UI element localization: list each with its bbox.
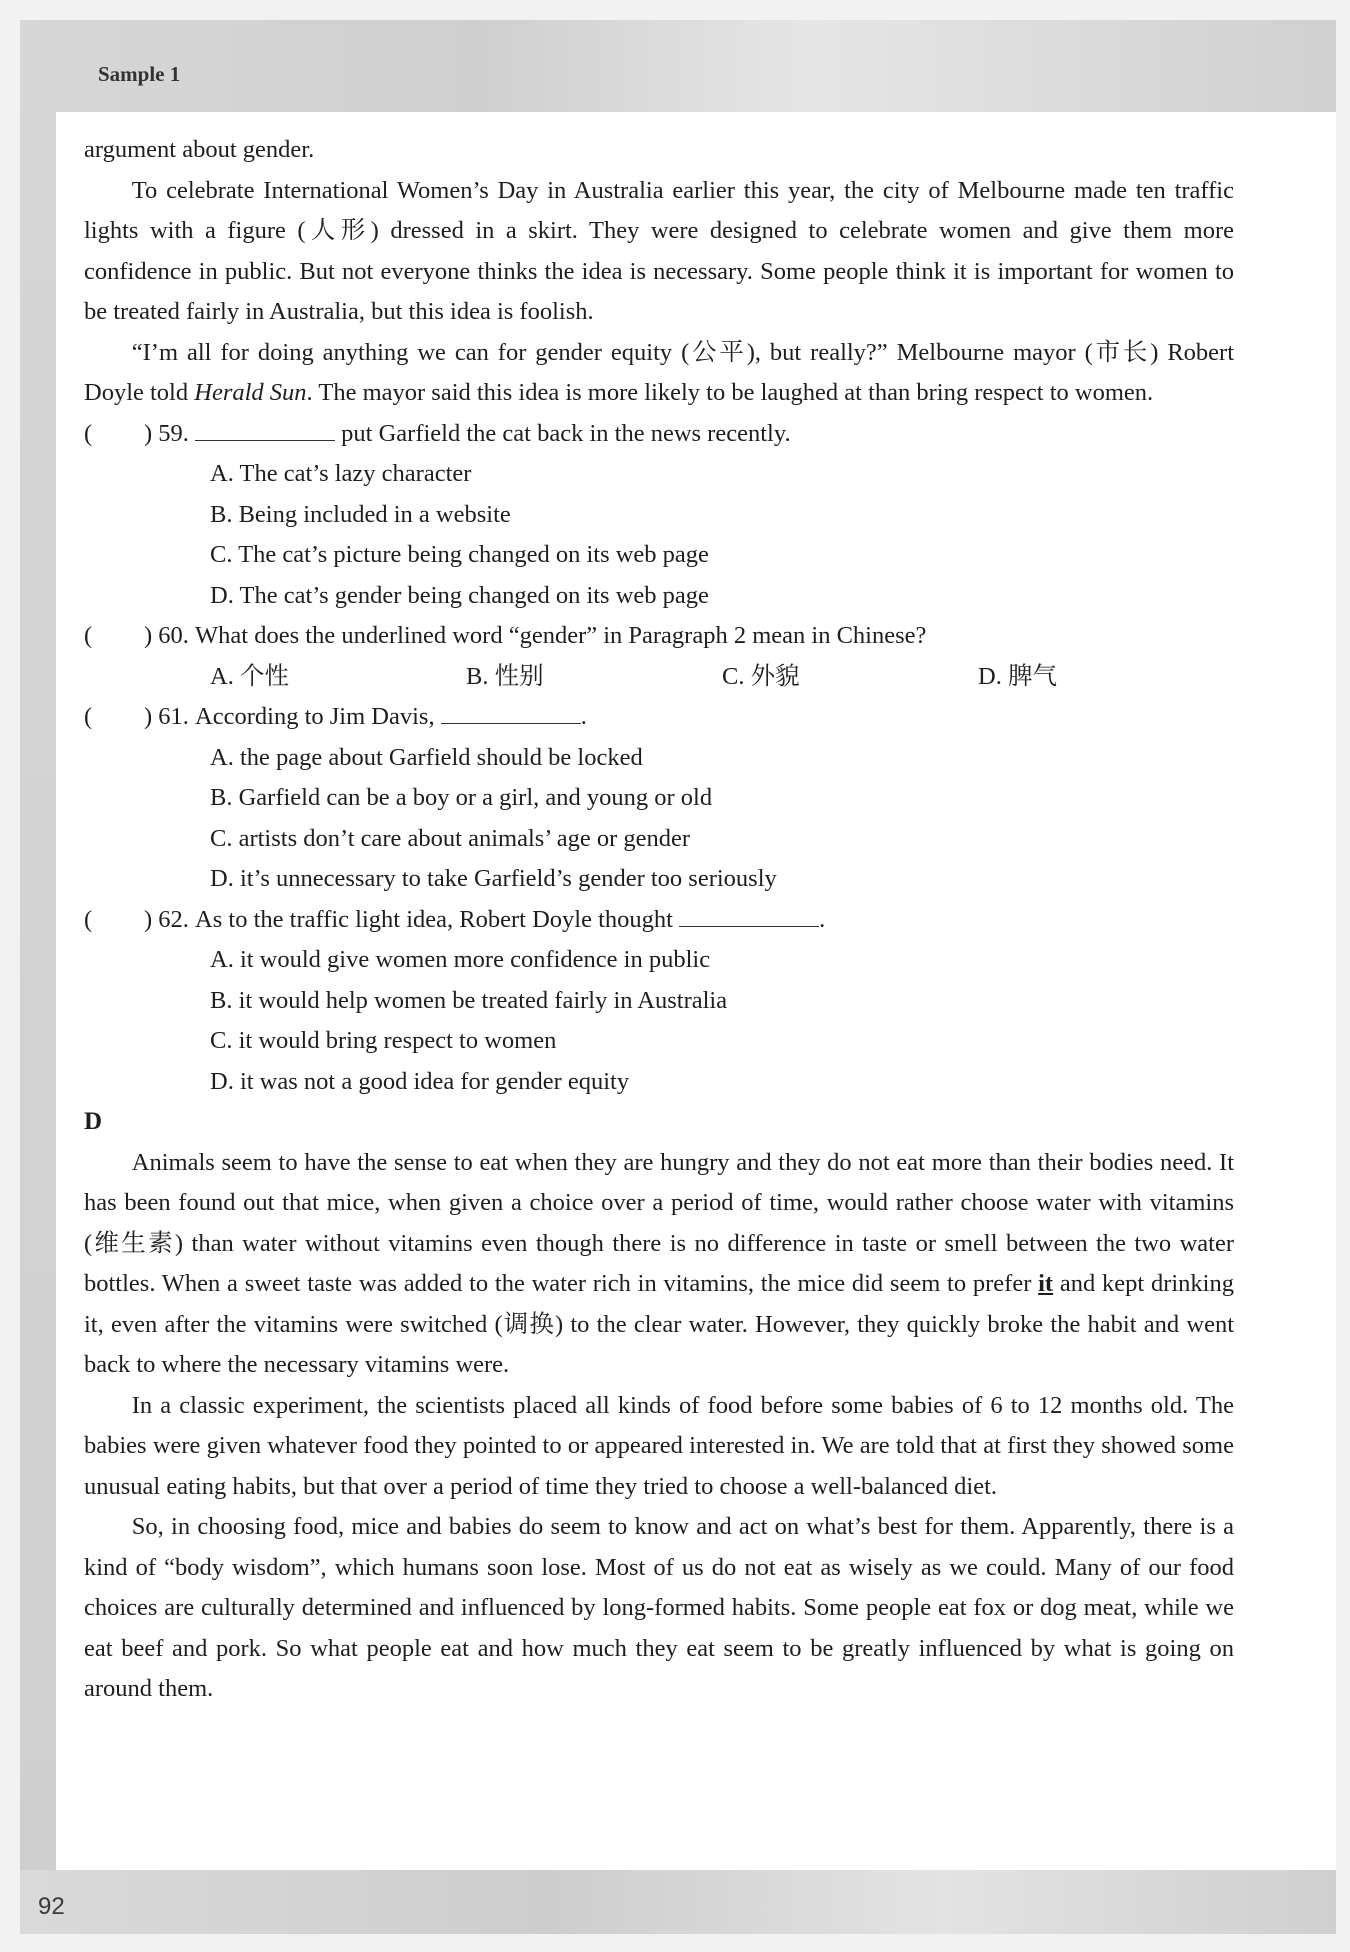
option-a[interactable]: A. The cat’s lazy character [210, 460, 472, 487]
answer-blank[interactable] [195, 414, 335, 441]
passage-c-paragraph: To celebrate International Women’s Day in Australia earlier this year, the city of Melbourne made ten traffic lights with a figure (人形) dressed in a skirt. They were designed to celebrate women and give them more confidence in public. But not everyone thinks the idea is necessary. Some people think it is important for women to be treated fairly in Australia, but this idea is foolish. [84, 176, 1234, 325]
option-b[interactable]: B. 性别 [466, 662, 544, 690]
option-d[interactable]: D. it was not a good idea for gender equity [210, 1067, 630, 1095]
header-band [20, 20, 1336, 112]
option-c[interactable]: C. 外貌 [722, 662, 800, 690]
options-row [84, 657, 1234, 698]
question-62 [84, 900, 1234, 941]
left-margin-band [20, 112, 56, 1870]
page-number: 92 [38, 1893, 65, 1920]
answer-bracket[interactable]: ( [84, 905, 93, 933]
page-content [84, 130, 1234, 1710]
footer-band [20, 1870, 1336, 1934]
question-number: ) 60. [144, 622, 189, 649]
option-b[interactable]: B. it would help women be treated fairly in Australia [210, 986, 728, 1014]
question-number: ) 61. [144, 703, 189, 730]
option-d[interactable]: D. it’s unnecessary to take Garfield’s gender too seriously [210, 865, 777, 892]
option-c[interactable]: C. The cat’s picture being changed on its web page [210, 541, 709, 568]
question-number: ) 62. [144, 905, 189, 933]
option-d[interactable]: D. 脾气 [978, 662, 1057, 690]
answer-bracket[interactable]: ( [84, 703, 93, 730]
question-stem: What does the underlined word “gender” in Paragraph 2 mean in Chinese? [195, 622, 927, 649]
option-c[interactable]: C. artists don’t care about animals’ age or gender [210, 824, 691, 852]
newspaper-name: Herald Sun [194, 379, 307, 406]
answer-blank[interactable] [679, 900, 819, 927]
option-d[interactable]: D. The cat’s gender being changed on its web page [210, 581, 709, 609]
passage-c-paragraph [84, 333, 1234, 414]
option-b[interactable]: B. Being included in a website [210, 500, 511, 528]
paragraph-text: and kept drinking it, even after the vitamins were switched (调换) to the clear water. However, they quickly broke the habit and went back to where the necessary vitamins were. [84, 1270, 1234, 1378]
option-c[interactable]: C. it would bring respect to women [210, 1027, 557, 1054]
question-stem: As to the traffic light idea, Robert Doyle thought . [189, 900, 825, 941]
question-stem: According to Jim Davis, . [189, 697, 587, 738]
answer-bracket[interactable]: ( [84, 622, 93, 649]
question-59 [84, 414, 1234, 455]
section-heading: D [84, 1108, 103, 1135]
paragraph-text: . The mayor said this idea is more likely to be laughed at than bring respect to women. [306, 379, 1154, 406]
passage-d-paragraph: In a classic experiment, the scientists placed all kinds of food before some babies of 6 to 12 months old. The babies were given whatever food they pointed to or appeared interested in. We are told that at first they showed some unusual eating habits, but that over a period of time they tried to choose a well-balanced diet. [84, 1391, 1234, 1500]
option-b[interactable]: B. Garfield can be a boy or a girl, and young or old [210, 784, 713, 811]
passage-d-paragraph [84, 1143, 1234, 1386]
question-61 [84, 697, 1234, 738]
question-60 [84, 616, 1234, 657]
option-a[interactable]: A. it would give women more confidence in public [210, 946, 711, 973]
answer-blank[interactable] [441, 697, 581, 724]
answer-bracket[interactable]: ( [84, 419, 93, 447]
passage-c-continuation: argument about gender. [84, 136, 315, 163]
passage-d-paragraph: So, in choosing food, mice and babies do seem to know and act on what’s best for them. Apparently, there is a kind of “body wisdom”, which humans soon lose. Most of us do not eat as wisely as we could. Many of our food choices are culturally determined and influenced by long-formed habits. Some people eat fox or dog meat, while we eat beef and pork. So what people eat and how much they eat seem to be greatly influenced by what is going on around them. [84, 1513, 1234, 1702]
option-a[interactable]: A. 个性 [210, 662, 289, 690]
sample-label: Sample 1 [98, 62, 181, 86]
paragraph-text: “I’m all for doing anything we can for gender equity (公平), but really?” Melbourne mayor (市长) Robert Doyle told [84, 338, 1234, 406]
underlined-word: it [1038, 1270, 1054, 1297]
option-a[interactable]: A. the page about Garfield should be locked [210, 743, 643, 771]
question-stem: put Garfield the cat back in the news recently. [189, 414, 791, 455]
question-number: ) 59. [144, 419, 189, 447]
paragraph-text: Animals seem to have the sense to eat when they are hungry and they do not eat more than their bodies need. It has been found out that mice, when given a choice over a period of time, would rather choose water with vitamins (维生素) than water without vitamins even though there is no difference in taste or smell between the two water bottles. When a sweet taste was added to the water rich in vitamins, the mice did seem to prefer [84, 1148, 1234, 1297]
